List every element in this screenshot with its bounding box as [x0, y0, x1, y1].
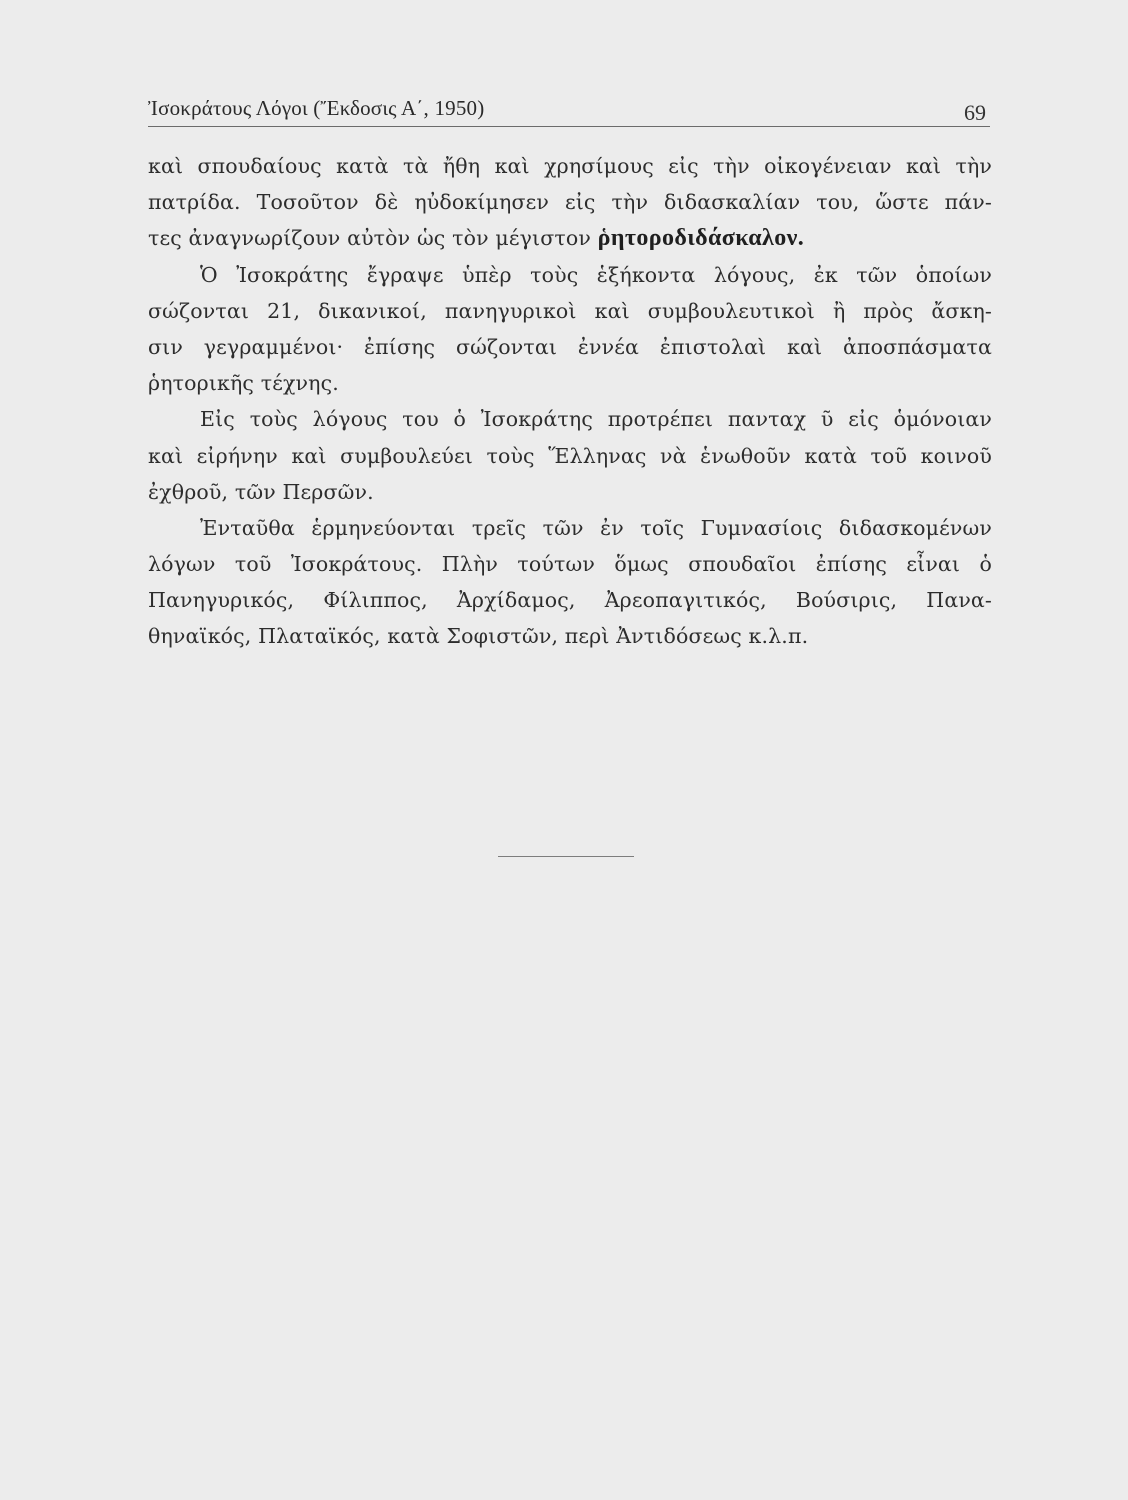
text-line: καὶ εἰρήνην καὶ συμβουλεύει τοὺς Ἕλληνας νὰ ἑνωθοῦν κατὰ τοῦ κοινοῦ [148, 443, 992, 468]
section-end-rule [498, 856, 634, 857]
running-head-title: Ἰσοκράτους Λόγοι (Ἔκδοσις Α΄, 1950) [148, 96, 485, 120]
text-line: Ἐνταῦθα ἑρμηνεύονται τρεῖς τῶν ἐν τοῖς Γυμνασίοις διδασκομένων [200, 515, 992, 540]
text-line: ῥητορικῆς τέχνης. [148, 371, 339, 396]
text-line: σιν γεγραμμένοι· ἐπίσης σώζονται ἐννέα ἐπιστολαὶ καὶ ἀποσπάσματα [148, 334, 992, 359]
text-line: ἐχθροῦ, τῶν Περσῶν. [148, 479, 374, 504]
text-line: Πανηγυρικός, Φίλιππος, Ἀρχίδαμος, Ἀρεοπαγιτικός, Βούσιρις, Πανα- [148, 588, 992, 613]
text-line: θηναϊκός, Πλαταϊκός, κατὰ Σοφιστῶν, περὶ Ἀντιδόσεως κ.λ.π. [148, 624, 809, 649]
paragraph-themes [148, 401, 992, 510]
paragraph-continuation [148, 148, 992, 257]
paragraph-speeches [148, 510, 992, 655]
text-line-start: τες ἀναγνωρίζουν αὐτὸν ὡς τὸν μέγιστον [148, 226, 591, 251]
emphasized-term: ῥητοροδιδάσκαλον. [597, 225, 805, 252]
page-number: 69 [964, 100, 986, 125]
text-line: λόγων τοῦ Ἰσοκράτους. Πλὴν τούτων ὅμως σπουδαῖοι ἐπίσης εἶναι ὁ [148, 552, 992, 577]
text-line [148, 220, 992, 256]
text-line: καὶ σπουδαίους κατὰ τὰ ἤθη καὶ χρησίμους εἰς τὴν οἰκογένειαν καὶ τὴν [148, 154, 992, 178]
text-line: Ὁ Ἰσοκράτης ἔγραψε ὑπὲρ τοὺς ἑξήκοντα λόγους, ἐκ τῶν ὁποίων [200, 262, 992, 287]
text-line: Εἰς τοὺς λόγους του ὁ Ἰσοκράτης προτρέπει πανταχ ῦ εἰς ὁμόνοιαν [200, 407, 992, 432]
paragraph-works [148, 257, 992, 402]
running-head [148, 96, 990, 127]
text-line: πατρίδα. Τοσοῦτον δὲ ηὐδοκίμησεν εἰς τὴν διδασκαλίαν του, ὥστε πάν- [148, 190, 992, 215]
text-line: σώζονται 21, δικανικοί, πανηγυρικοὶ καὶ συμβουλευτικοὶ ἢ πρὸς ἄσκη- [148, 298, 992, 323]
body-text [148, 148, 992, 655]
